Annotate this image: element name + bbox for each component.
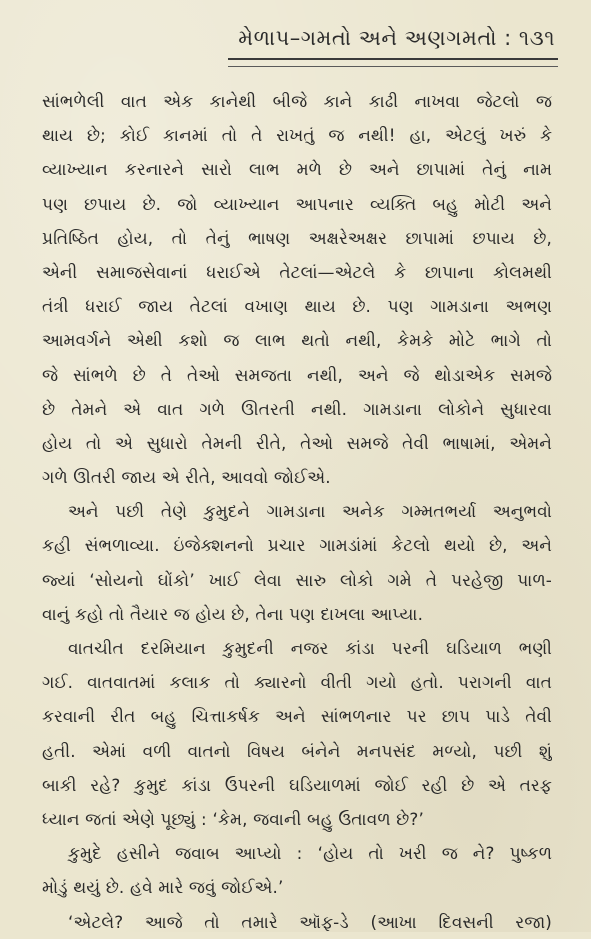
text-line: વાનું કહો તો તૈયાર જ હોય છે, તેના પણ દાખલા આપ્યા. <box>42 603 424 624</box>
paragraph-4 <box>42 836 552 904</box>
text-line: પ્રતિષ્ઠિત હોય, તો તેનું ભાષણ અક્ષરેઅક્ષર છાપામાં છપાય છે, <box>42 227 552 248</box>
text-line: જે સાંભળે છે તે તેઓ સમજતા નથી, અને જે થોડાએક સમજે <box>42 364 552 385</box>
text-line: જ્યાં ‘સોયનો ઘોંકો’ ખાઈ લેવા સારુ લોકો ગમે તે પરહેજી પાળ- <box>42 569 552 590</box>
text-line: કુમુદે હસીને જવાબ આપ્યો : ‘હોય તો ખરી જ ને? પુષ્કળ <box>68 843 552 864</box>
body-text <box>42 84 552 939</box>
paragraph-1 <box>42 84 552 494</box>
header-rule <box>228 58 558 67</box>
text-line: તંત્રી ધરાઈ જાય તેટલાં વખાણ થાય છે. પણ ગામડાના અભણ <box>42 296 552 317</box>
text-line: મોડું થયું છે. હવે મારે જવું જોઈએ.’ <box>42 877 284 898</box>
text-line: ગઈ. વાતવાતમાં કલાક તો ક્યારનો વીતી ગયો હતો. પરાગની વાત <box>42 672 552 693</box>
text-line: થાય છે; કોઈ કાનમાં તો તે રાખતું જ નથી! હા, એટલું ખરું કે <box>42 125 552 146</box>
text-line: કહી સંભળાવ્યા. ઇંજેક્શનનો પ્રચાર ગામડાંમાં કેટલો થયો છે, અને <box>42 535 552 556</box>
text-line: અને પછી તેણે કુમુદને ગામડાના અનેક ગમ્મતભર્યા અનુભવો <box>68 501 552 522</box>
text-line: હતી. એમાં વળી વાતનો વિષય બંનેને મનપસંદ મળ્યો, પછી શું <box>42 740 552 761</box>
text-line: વાતચીત દરમિયાન કુમુદની નજર કાંડા પરની ઘડિયાળ ભણી <box>68 638 552 658</box>
text-line: એની સમાજસેવાનાં ધરાઈએ તેટલાં—એટલે કે છાપાના કોલમથી <box>42 261 552 282</box>
text-line: વ્યાખ્યાન કરનારને સારો લાભ મળે છે અને છાપામાં તેનું નામ <box>42 159 552 180</box>
running-header: મેળાપ–ગમતો અને અણગમતો : ૧૩૧ <box>238 26 555 50</box>
text-line: આમવર્ગને એથી કશો જ લાભ થતો નથી, કેમકે મોટે ભાગે તો <box>42 330 552 351</box>
text-line: હોય તો એ સુધારો તેમની રીતે, તેઓ સમજે તેવી ભાષામાં, એમને <box>42 432 552 453</box>
text-line: ધ્યાન જતાં એણે પૂછ્યું : ‘કેમ, જવાની બહુ ઉતાવળ છે?’ <box>42 808 424 829</box>
text-line: સાંભળેલી વાત એક કાનેથી બીજે કાને કાઢી નાખવા જેટલો જ <box>42 91 552 111</box>
paragraph-2 <box>42 494 552 631</box>
text-line: કરવાની રીત બહુ ચિત્તાકર્ષક અને સાંભળનાર પર છાપ પાડે તેવી <box>42 706 552 727</box>
paragraph-5 <box>42 905 552 939</box>
text-line: બાકી રહે? કુમુદ કાંડા ઉપરની ઘડિયાળમાં જોઈ રહી છે એ તરફ <box>42 774 552 795</box>
paragraph-3 <box>42 631 552 836</box>
text-line: પણ છપાય છે. જો વ્યાખ્યાન આપનાર વ્યક્તિ બહુ મોટી અને <box>42 193 552 214</box>
text-line: ‘એટલે? આજે તો તમારે ઑફ-ડે (આખા દિવસની રજા) <box>68 911 552 932</box>
text-line: છે તેમને એ વાત ગળે ઊતરતી નથી. ગામડાના લોકોને સુધારવા <box>42 398 552 419</box>
text-line: ગળે ઊતરી જાય એ રીતે, આવવો જોઈએ. <box>42 467 331 488</box>
